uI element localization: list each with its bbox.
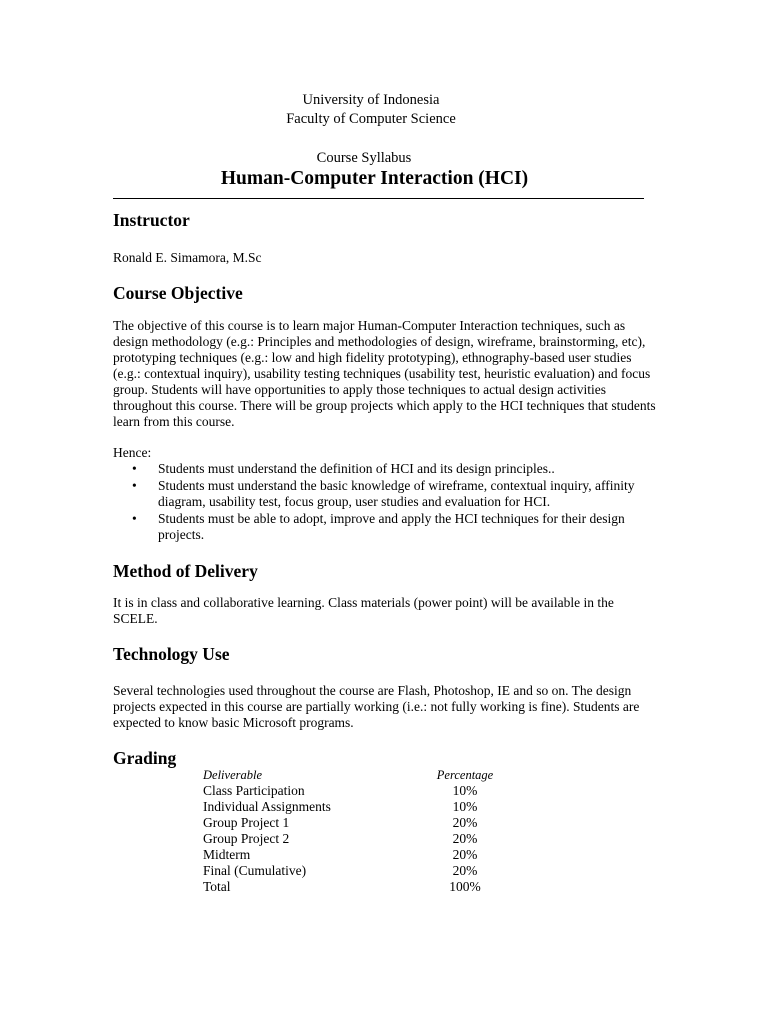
delivery-heading: Method of Delivery	[113, 561, 258, 581]
instructor-heading: Instructor	[113, 210, 190, 230]
bullet-icon: •	[132, 461, 137, 476]
table-row: Individual Assignments 10%	[203, 799, 478, 814]
technology-paragraph: Several technologies used throughout the course are Flash, Photoshop, IE and so on. The design projects expected in this course are partially working (i.e.: not fully working is fine). Students are expected to know basic Microsoft programs.	[113, 683, 640, 730]
table-row: Group Project 1 20%	[203, 815, 478, 830]
objective-heading: Course Objective	[113, 283, 243, 303]
delivery-paragraph: It is in class and collaborative learning. Class materials (power point) will be available in the SCELE.	[113, 595, 614, 626]
grading-table	[203, 767, 500, 895]
list-item: • Students must understand the basic knowledge of wireframe, contextual inquiry, affinity diagram, usability test, focus group, user studies and evaluation for HCI.	[132, 477, 635, 509]
column-header-deliverable: Deliverable	[203, 768, 263, 782]
bullet-icon: •	[132, 510, 137, 526]
grading-heading: Grading	[113, 748, 177, 768]
bullet-icon: •	[132, 477, 137, 493]
instructor-name: Ronald E. Simamora, M.Sc	[113, 250, 262, 265]
hence-label: Hence:	[113, 445, 152, 460]
faculty-name: Faculty of Computer Science	[286, 111, 456, 127]
technology-heading: Technology Use	[113, 644, 230, 664]
course-title: Human-Computer Interaction (HCI)	[220, 168, 529, 189]
table-row: Class Participation 10%	[203, 783, 478, 798]
document-type: Course Syllabus	[316, 150, 412, 166]
column-header-percentage: Percentage	[436, 768, 494, 782]
table-row: Group Project 2 20%	[203, 831, 478, 846]
table-header-row	[203, 767, 500, 783]
list-item: • Students must be able to adopt, improve and apply the HCI techniques for their design projects.	[132, 510, 625, 542]
table-row: Midterm 20%	[203, 847, 478, 862]
university-name: University of Indonesia	[302, 92, 440, 108]
title-divider	[113, 198, 644, 199]
table-row: Final (Cumulative) 20%	[203, 863, 478, 878]
table-row: Total 100%	[203, 879, 481, 894]
objective-bullet-list	[113, 461, 658, 544]
objective-paragraph: The objective of this course is to learn major Human-Computer Interaction techniques, such as design methodology (e.g.: Principles and methodologies of design, wireframe, brainstorming, etc), prototyping techniques (e.g.: low and high fidelity prototyping), ethnography-based user studies (e.g.: contextual inquiry), usability testing techniques (usability test, heuristic evaluation) and focus group. Students will have opportunities to apply those techniques to actual design activities throughout this course. There will be group projects which apply to the HCI techniques that students learn from this course.	[113, 318, 656, 429]
list-item: • Students must understand the definition of HCI and its design principles..	[132, 461, 555, 476]
